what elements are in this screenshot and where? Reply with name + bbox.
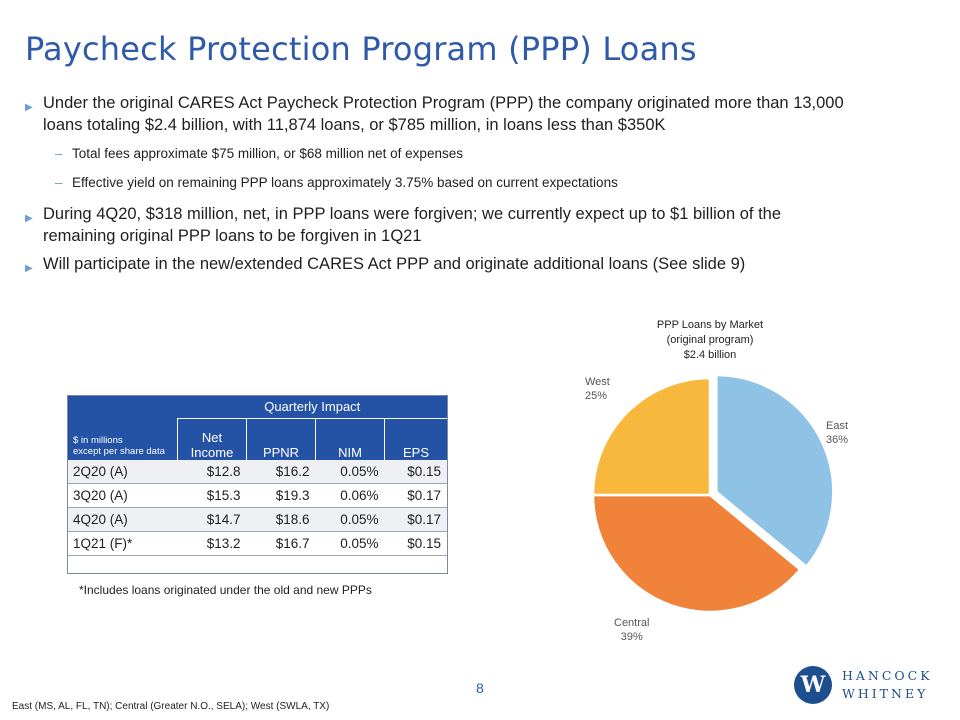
bullet-item: [25, 92, 855, 136]
dash-bullet-icon: –: [55, 146, 63, 161]
cell-eps: $0.17: [385, 507, 448, 531]
pie-label-central: [614, 616, 649, 644]
chart-title-line: (original program): [666, 334, 754, 346]
units-line: except per share data: [73, 445, 165, 457]
table-header-row: [67, 419, 447, 460]
slice-percent: 25%: [585, 390, 608, 402]
page-title: Paycheck Protection Program (PPP) Loans: [25, 30, 697, 68]
cell-ppnr: $16.2: [247, 460, 316, 484]
sub-bullet-item: [25, 145, 855, 163]
cell-net-income: $13.2: [178, 531, 247, 555]
slice-percent: 36%: [826, 434, 849, 446]
logo-mark-icon: W: [794, 666, 832, 704]
triangle-bullet-icon: ▶: [25, 102, 33, 113]
pie-slice-west: [593, 378, 710, 495]
sub-bullet-item: [25, 174, 855, 192]
table-row: [67, 531, 447, 555]
cell-nim: 0.05%: [316, 531, 385, 555]
hancock-whitney-logo: [794, 664, 934, 708]
chart-title-line: PPP Loans by Market: [656, 319, 764, 331]
slice-name: Central: [614, 617, 650, 629]
page-number: 8: [476, 680, 484, 696]
cell-ppnr: $18.6: [247, 507, 316, 531]
logo-text-line: WHITNEY: [842, 686, 929, 701]
table-footnote: *Includes loans originated under the old and new PPPs: [79, 583, 372, 597]
slice-name: East: [826, 420, 849, 432]
dash-bullet-icon: –: [55, 175, 63, 190]
chart-title: [630, 318, 790, 363]
bullet-text: Under the original CARES Act Paycheck Protection Program (PPP) the company originated more than 13,000 loans totaling $2.4 billion, with 11,874 loans, or $785 million, in loans less than $350K: [43, 94, 844, 134]
table-header-blank: [67, 395, 178, 419]
cell-ppnr: $19.3: [247, 483, 316, 507]
triangle-bullet-icon: ▶: [25, 263, 33, 274]
table-row: [67, 507, 447, 531]
cell-eps: $0.17: [385, 483, 448, 507]
bullet-text: Will participate in the new/extended CARES Act PPP and originate additional loans (See slide 9): [43, 255, 746, 273]
row-period: 2Q20 (A): [67, 460, 178, 484]
sub-bullet-text: Effective yield on remaining PPP loans approximately 3.75% based on current expectations: [72, 175, 618, 190]
pie-label-west: [585, 375, 610, 403]
pie-label-east: [826, 419, 848, 447]
quarterly-impact-header: Quarterly Impact: [178, 395, 448, 419]
row-period: 1Q21 (F)*: [67, 531, 178, 555]
row-period: 4Q20 (A): [67, 507, 178, 531]
pie-chart: [580, 365, 840, 625]
bullet-text: During 4Q20, $318 million, net, in PPP loans were forgiven; we currently expect up to $1 billion of the remaining original PPP loans to be forgiven in 1Q21: [43, 205, 782, 245]
cell-nim: 0.05%: [316, 507, 385, 531]
cell-eps: $0.15: [385, 460, 448, 484]
column-header-net-income: Net Income: [178, 419, 247, 460]
slice-percent: 39%: [620, 631, 643, 643]
bullet-item: [25, 253, 855, 275]
cell-nim: 0.06%: [316, 483, 385, 507]
sub-bullet-text: Total fees approximate $75 million, or $68 million net of expenses: [72, 146, 463, 161]
table-row: [67, 483, 447, 507]
bullet-item: [25, 203, 855, 247]
slice-name: West: [585, 376, 610, 388]
triangle-bullet-icon: ▶: [25, 213, 33, 224]
cell-net-income: $12.8: [178, 460, 247, 484]
bullet-list: [25, 92, 855, 281]
column-header-nim: NIM: [316, 419, 385, 460]
cell-nim: 0.05%: [316, 460, 385, 484]
units-line: $ in millions: [73, 434, 123, 446]
row-period: 3Q20 (A): [67, 483, 178, 507]
column-header-ppnr: PPNR: [247, 419, 316, 460]
logo-text-line: HANCOCK: [842, 668, 933, 683]
table-header-row: [67, 395, 447, 419]
units-note: [67, 419, 178, 460]
column-header-eps: EPS: [385, 419, 448, 460]
quarterly-impact-table: [67, 395, 447, 556]
cell-net-income: $14.7: [178, 507, 247, 531]
table-row: [67, 460, 447, 484]
cell-eps: $0.15: [385, 531, 448, 555]
cell-ppnr: $16.7: [247, 531, 316, 555]
chart-title-line: $2.4 billion: [683, 349, 737, 361]
market-footnote: East (MS, AL, FL, TN); Central (Greater N.O., SELA); West (SWLA, TX): [12, 701, 330, 712]
cell-net-income: $15.3: [178, 483, 247, 507]
